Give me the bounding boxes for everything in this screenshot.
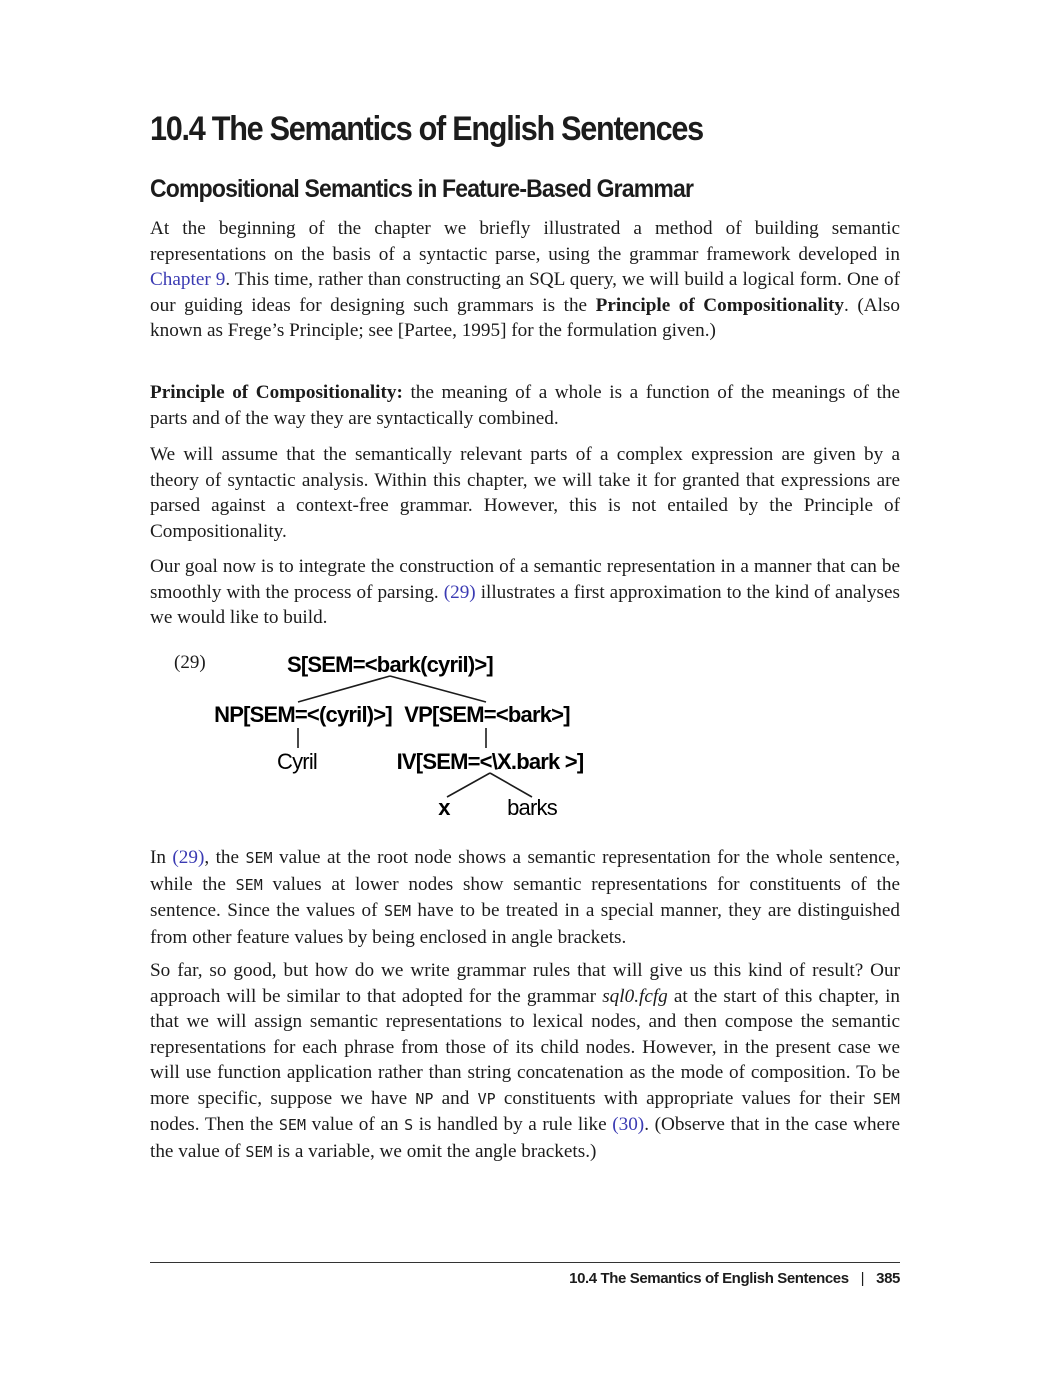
page-number: 385: [876, 1270, 900, 1287]
paragraph-sem-explanation: In (29), the SEM value at the root node shows a semantic representation for the whole sentence, while the SEM values at lower nodes show semantic representations for constituents of the sentence. Since the values of SEM have to be treated in a special manner, they are distinguished from other feature values by being enclosed in angle brackets.: [150, 847, 901, 948]
paragraph-assumption: We will assume that the semantically relevant parts of a complex expression are given by a theory of syntactic analysis. Within this chapter, we will take it for granted that expressions are parsed against a context-free grammar. However, this is not entailed by the Principle of Compositionality.: [150, 444, 900, 542]
tree-leaf-barks: barks: [507, 795, 557, 820]
footer-title: 10.4 The Semantics of English Sentences: [569, 1270, 849, 1287]
paragraph-approach: So far, so good, but how do we write grammar rules that will give us this kind of result? Our approach will be similar to that adopted for the grammar sql0.fcfg at the start of this chapter, in that we will assign semantic representations to lexical nodes, and then compose the semantic representations for each phrase from those of its child nodes. However, in the present case we will use function application rather than string concatenation as the mode of composition. To be more specific, suppose we have NP and VP constituents with appropriate values for their SEM nodes. Then the SEM value of an S is handled by a rule like (30). (Observe that in the case where the value of SEM is a variable, we omit the angle brackets.): [150, 960, 900, 1162]
tree-node-np: NP[SEM=<(cyril)>]: [214, 702, 392, 727]
principle-term: Principle of Compositionality: [595, 294, 845, 316]
paragraph-intro: At the beginning of the chapter we briefly illustrated a method of building semantic representations on the basis of a syntactic parse, using the grammar framework developed in Chapter 9. This time, rather than constructing an SQL query, we will build a logical form. One of our guiding ideas for designing such grammars is the Principle of Compositionality. (Also known as Frege’s Principle; see [Partee, 1995] for the formulation given.): [150, 218, 900, 341]
tree-edge-s-vp: [390, 676, 486, 702]
tree-node-vp: VP[SEM=<bark>]: [404, 702, 570, 727]
footer-rule: [150, 1262, 900, 1263]
section-title: 10.4 The Semantics of English Sentences: [150, 110, 703, 148]
example-label: (29): [174, 652, 206, 673]
footer-separator: |: [860, 1270, 865, 1287]
tree-edge-s-np: [298, 676, 390, 702]
paragraph-principle: Principle of Compositionality: the meaning of a whole is a function of the meanings of the parts and of the way they are syntactically combined.: [150, 382, 901, 429]
example-29-link[interactable]: (29): [443, 581, 476, 603]
paragraph-goal: Our goal now is to integrate the construction of a semantic representation in a manner that can be smoothly with the process of parsing. (29) illustrates a first approximation to the kind of analyses we would like to build.: [150, 556, 900, 628]
tree-edge-iv-x: [447, 773, 490, 797]
tree-node-root: S[SEM=<bark(cyril)>]: [287, 652, 493, 677]
subsection-title: Compositional Semantics in Feature-Based Grammar: [150, 175, 694, 203]
example-29-link-2[interactable]: (29): [172, 847, 205, 868]
principle-label: Principle of Compositionality:: [150, 382, 403, 403]
tree-edge-iv-barks: [490, 773, 532, 797]
chapter-9-link[interactable]: Chapter 9: [150, 269, 226, 290]
tree-leaf-x: x: [438, 795, 450, 820]
page-footer: [569, 1270, 900, 1287]
tree-node-iv: IV[SEM=<\X.bark >]: [396, 749, 584, 774]
tree-leaf-cyril: Cyril: [277, 749, 317, 774]
grammar-filename: sql0.fcfg: [602, 985, 668, 1007]
example-30-link[interactable]: (30): [612, 1114, 645, 1135]
